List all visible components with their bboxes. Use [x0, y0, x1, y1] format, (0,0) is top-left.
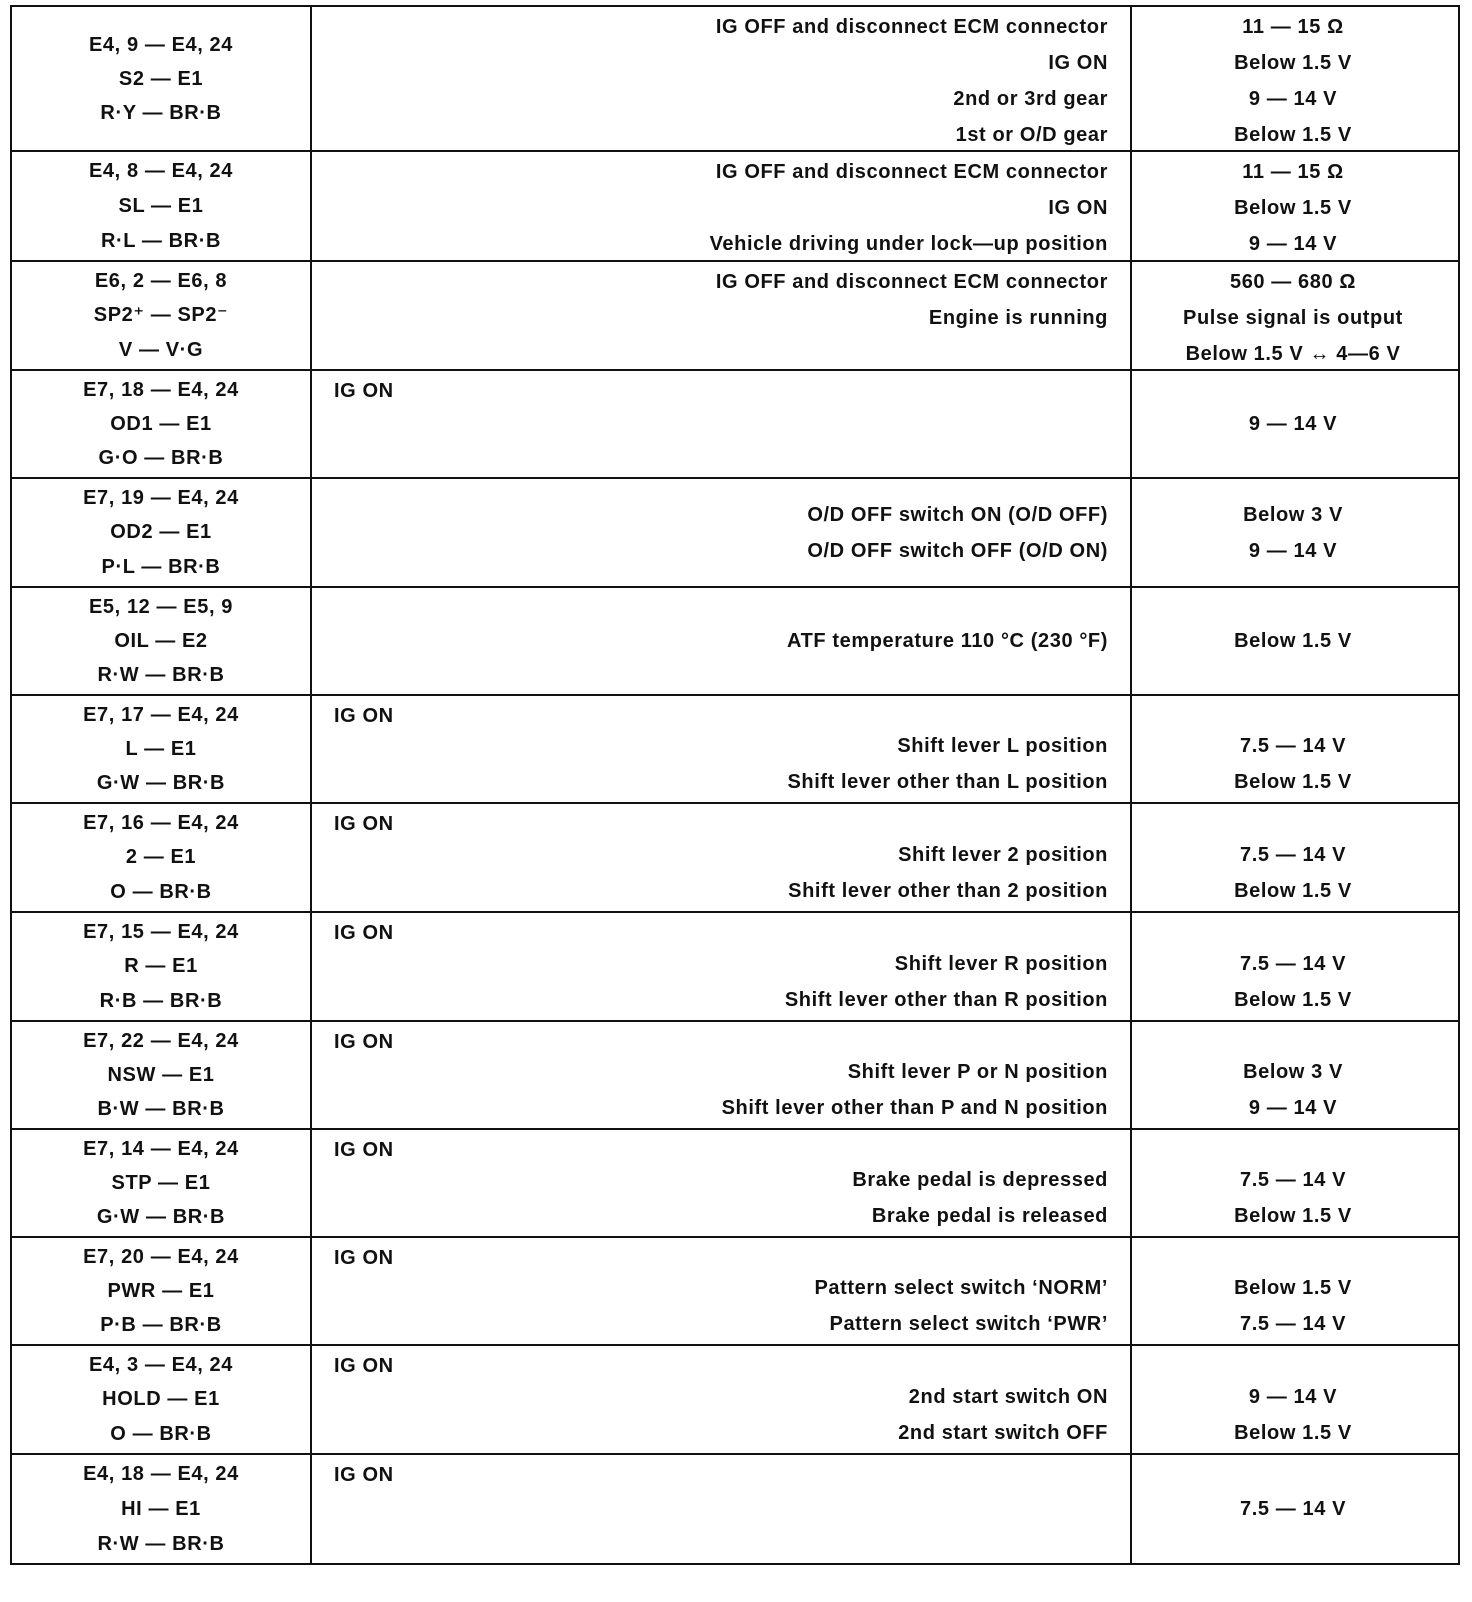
terminal-wire-colors: O — BR·B	[110, 1422, 212, 1445]
spec-value: 11 — 15 Ω	[1242, 16, 1344, 38]
spec-value: 7.5 — 14 V	[1239, 735, 1347, 757]
terminal-cell	[12, 152, 312, 260]
terminal-symbols: STP — E1	[111, 1172, 211, 1194]
terminal-symbols: NSW — E1	[107, 1064, 215, 1086]
condition-cell	[312, 696, 1132, 802]
spec-value: Below 1.5 V	[1234, 771, 1352, 793]
terminal-pins: E7, 18 — E4, 24	[83, 379, 239, 401]
spec-cell	[1132, 1130, 1454, 1236]
terminal-pins: E4, 3 — E4, 24	[88, 1354, 234, 1377]
spec-cell	[1132, 1346, 1454, 1453]
spec-value: Below 1.5 V	[1234, 989, 1352, 1011]
condition-header: IG ON	[334, 813, 394, 835]
condition-line: Shift lever 2 position	[898, 844, 1108, 866]
terminal-symbols: HOLD — E1	[102, 1388, 220, 1411]
condition-line: 1st or O/D gear	[955, 124, 1108, 146]
terminal-cell	[12, 913, 312, 1020]
terminal-cell	[12, 479, 312, 586]
condition-header: IG ON	[334, 1031, 394, 1053]
condition-cell	[312, 1346, 1132, 1453]
terminal-pins: E7, 15 — E4, 24	[83, 921, 239, 944]
spec-value: Below 1.5 V	[1234, 1422, 1352, 1444]
spec-cell	[1132, 804, 1454, 911]
terminal-cell	[12, 1022, 312, 1128]
spec-value: 560 — 680 Ω	[1229, 271, 1357, 293]
condition-line: Shift lever P or N position	[847, 1061, 1108, 1083]
condition-cell	[312, 479, 1132, 586]
table-row	[12, 262, 1458, 371]
spec-value: Pulse signal is output	[1183, 307, 1403, 329]
terminal-cell	[12, 1130, 312, 1236]
spec-cell	[1132, 588, 1454, 694]
terminal-wire-colors: P·L — BR·B	[101, 555, 221, 578]
condition-cell	[312, 1130, 1132, 1236]
terminal-wire-colors: P·B — BR·B	[100, 1314, 222, 1336]
spec-value: 9 — 14 V	[1248, 233, 1338, 255]
condition-header: IG ON	[334, 380, 394, 402]
spec-value: 9 — 14 V	[1248, 1386, 1338, 1408]
terminal-symbols: OIL — E2	[114, 630, 208, 652]
spec-value: 7.5 — 14 V	[1239, 844, 1347, 866]
terminal-symbols: OD2 — E1	[110, 521, 212, 544]
condition-line: Pattern select switch ‘NORM’	[814, 1277, 1108, 1299]
table-row	[12, 7, 1458, 152]
terminal-symbols: S2 — E1	[118, 67, 204, 90]
condition-line: IG ON	[1048, 197, 1108, 219]
condition-line: ATF temperature 110 °C (230 °F)	[787, 630, 1108, 652]
terminal-pins: E4, 8 — E4, 24	[88, 160, 234, 183]
terminal-wire-colors: R·W — BR·B	[97, 1532, 225, 1555]
spec-value: Below 1.5 V	[1234, 52, 1352, 74]
terminal-cell	[12, 1455, 312, 1563]
terminal-symbols: SP2⁺ — SP2⁻	[93, 304, 229, 327]
condition-line: IG ON	[1048, 52, 1108, 74]
spec-value: 7.5 — 14 V	[1239, 1169, 1347, 1191]
condition-cell	[312, 371, 1132, 477]
condition-cell	[312, 152, 1132, 260]
terminal-wire-colors: O — BR·B	[110, 880, 212, 903]
spec-cell	[1132, 152, 1454, 260]
spec-value: Below 1.5 V	[1234, 1205, 1352, 1227]
table-row	[12, 1022, 1458, 1130]
terminal-pins: E7, 17 — E4, 24	[83, 704, 239, 726]
condition-line: O/D OFF switch ON (O/D OFF)	[807, 503, 1108, 526]
terminal-cell	[12, 1346, 312, 1453]
terminal-cell	[12, 371, 312, 477]
terminal-wire-colors: V — V·G	[118, 338, 204, 361]
condition-line: Shift lever other than 2 position	[788, 880, 1108, 902]
terminal-symbols: 2 — E1	[125, 846, 197, 869]
condition-cell	[312, 1238, 1132, 1344]
spec-value: 9 — 14 V	[1248, 413, 1338, 435]
terminal-symbols: R — E1	[124, 955, 198, 978]
spec-value: 7.5 — 14 V	[1239, 1313, 1347, 1335]
spec-value: Below 1.5 V	[1234, 1277, 1352, 1299]
terminal-pins: E5, 12 — E5, 9	[88, 596, 234, 618]
spec-value: 11 — 15 Ω	[1242, 161, 1344, 183]
terminal-pins: E4, 18 — E4, 24	[83, 1463, 239, 1486]
spec-value: Below 1.5 V ↔ 4—6 V	[1185, 343, 1401, 365]
condition-line: IG OFF and disconnect ECM connector	[715, 271, 1108, 293]
condition-header: IG ON	[334, 922, 394, 944]
spec-value: Below 1.5 V	[1234, 197, 1352, 219]
condition-header: IG ON	[334, 1464, 394, 1486]
terminal-cell	[12, 804, 312, 911]
spec-cell	[1132, 262, 1454, 369]
table-row	[12, 1130, 1458, 1238]
terminal-wire-colors: R·L — BR·B	[100, 229, 222, 252]
terminal-wire-colors: R·B — BR·B	[99, 989, 223, 1012]
condition-line: 2nd start switch OFF	[898, 1422, 1108, 1444]
condition-cell	[312, 913, 1132, 1020]
terminal-cell	[12, 696, 312, 802]
terminal-wire-colors: G·W — BR·B	[96, 772, 226, 794]
condition-header: IG ON	[334, 1247, 394, 1269]
spec-cell	[1132, 696, 1454, 802]
terminal-wire-colors: G·W — BR·B	[96, 1206, 226, 1228]
condition-line: Shift lever L position	[897, 735, 1108, 757]
terminal-symbols: SL — E1	[118, 194, 204, 217]
terminal-wire-colors: B·W — BR·B	[97, 1098, 225, 1120]
condition-line: IG OFF and disconnect ECM connector	[715, 16, 1108, 38]
spec-cell	[1132, 7, 1454, 150]
spec-value: 7.5 — 14 V	[1239, 1498, 1347, 1520]
condition-line: Shift lever other than L position	[787, 771, 1108, 793]
terminal-wire-colors: R·W — BR·B	[97, 664, 225, 686]
terminal-wire-colors: G·O — BR·B	[98, 447, 224, 469]
terminal-pins: E7, 19 — E4, 24	[83, 487, 239, 510]
table-row	[12, 1455, 1458, 1565]
terminal-symbols: PWR — E1	[107, 1280, 215, 1302]
condition-line: Engine is running	[928, 307, 1108, 329]
ecm-terminal-table	[10, 5, 1460, 1565]
terminal-cell	[12, 588, 312, 694]
terminal-cell	[12, 262, 312, 369]
condition-cell	[312, 262, 1132, 369]
terminal-pins: E4, 9 — E4, 24	[88, 33, 234, 56]
condition-line: Shift lever other than P and N position	[721, 1097, 1108, 1119]
condition-header: IG ON	[334, 1355, 394, 1377]
terminal-pins: E7, 14 — E4, 24	[83, 1138, 239, 1160]
table-row	[12, 371, 1458, 479]
spec-value: Below 3 V	[1243, 1061, 1343, 1083]
condition-line: Shift lever other than R position	[784, 989, 1108, 1011]
table-row	[12, 1346, 1458, 1455]
spec-cell	[1132, 913, 1454, 1020]
condition-cell	[312, 1022, 1132, 1128]
terminal-symbols: L — E1	[125, 738, 197, 760]
terminal-cell	[12, 1238, 312, 1344]
spec-value: Below 3 V	[1243, 503, 1343, 526]
spec-cell	[1132, 371, 1454, 477]
table-row	[12, 152, 1458, 262]
condition-header: IG ON	[334, 1139, 394, 1161]
condition-line: 2nd start switch ON	[908, 1386, 1108, 1408]
condition-line: Pattern select switch ‘PWR’	[829, 1313, 1108, 1335]
spec-cell	[1132, 479, 1454, 586]
terminal-symbols: HI — E1	[121, 1497, 201, 1520]
condition-line: IG OFF and disconnect ECM connector	[715, 161, 1108, 183]
spec-cell	[1132, 1455, 1454, 1563]
condition-line: 2nd or 3rd gear	[953, 88, 1108, 110]
condition-line: Brake pedal is depressed	[852, 1169, 1108, 1191]
spec-value: Below 1.5 V	[1234, 124, 1352, 146]
condition-line: Brake pedal is released	[871, 1205, 1108, 1227]
terminal-cell	[12, 7, 312, 150]
table-row	[12, 696, 1458, 804]
terminal-pins: E7, 22 — E4, 24	[83, 1030, 239, 1052]
spec-value: Below 1.5 V	[1234, 880, 1352, 902]
terminal-pins: E7, 16 — E4, 24	[83, 812, 239, 835]
spec-value: 7.5 — 14 V	[1239, 953, 1347, 975]
table-row	[12, 479, 1458, 588]
spec-value: Below 1.5 V	[1234, 630, 1352, 652]
spec-cell	[1132, 1022, 1454, 1128]
spec-value: 9 — 14 V	[1248, 539, 1338, 562]
table-row	[12, 1238, 1458, 1346]
terminal-pins: E7, 20 — E4, 24	[83, 1246, 239, 1268]
condition-cell	[312, 588, 1132, 694]
spec-value: 9 — 14 V	[1248, 1097, 1338, 1119]
condition-cell	[312, 7, 1132, 150]
spec-cell	[1132, 1238, 1454, 1344]
condition-line: Vehicle driving under lock—up position	[709, 233, 1108, 255]
terminal-pins: E6, 2 — E6, 8	[94, 270, 228, 293]
condition-cell	[312, 804, 1132, 911]
terminal-symbols: OD1 — E1	[110, 413, 212, 435]
table-row	[12, 913, 1458, 1022]
condition-cell	[312, 1455, 1132, 1563]
condition-line: O/D OFF switch OFF (O/D ON)	[807, 539, 1108, 562]
condition-header: IG ON	[334, 705, 394, 727]
table-row	[12, 804, 1458, 913]
condition-line: Shift lever R position	[894, 953, 1108, 975]
spec-value: 9 — 14 V	[1248, 88, 1338, 110]
terminal-wire-colors: R·Y — BR·B	[100, 101, 222, 124]
table-row	[12, 588, 1458, 696]
